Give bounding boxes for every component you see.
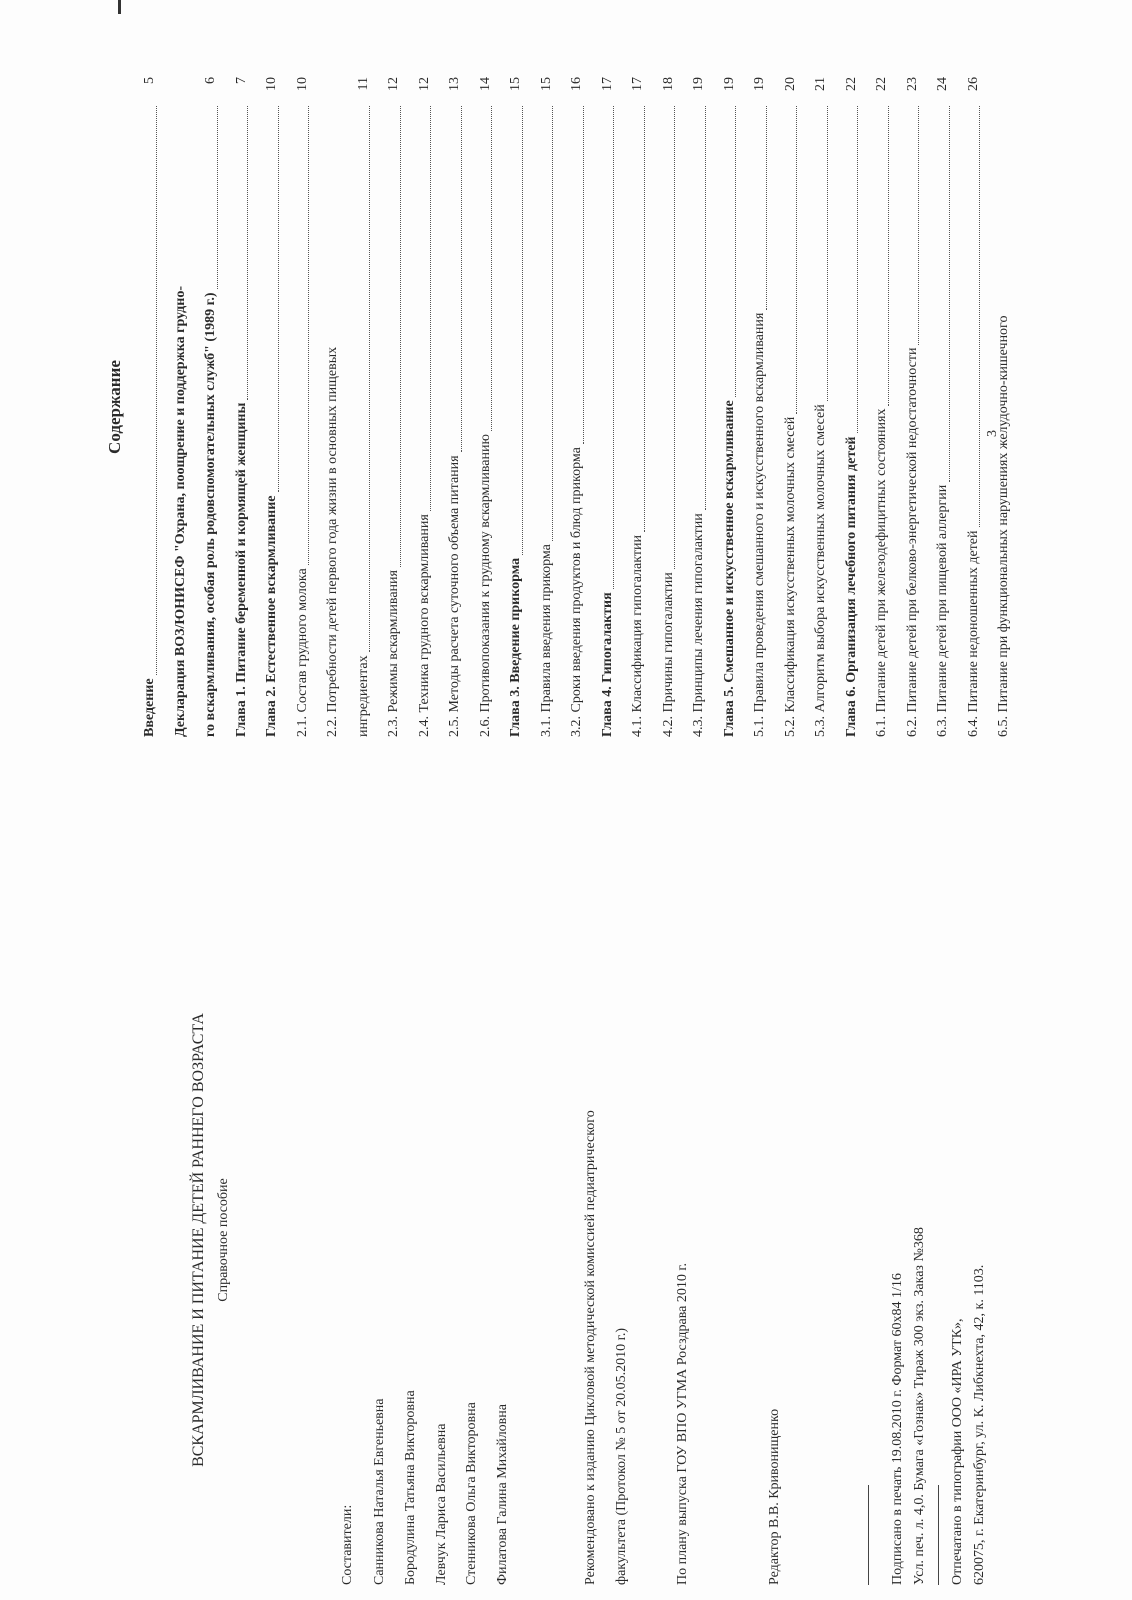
toc-entry-title: Глава 1. Питание беременной и кормящей женщины — [233, 402, 249, 737]
toc-entry-page: 7 — [233, 77, 249, 84]
toc-entry — [898, 77, 929, 737]
dot-leader — [949, 106, 950, 482]
toc-entry-title: Глава 4. Гипогалактия — [599, 592, 615, 737]
toc-entry — [288, 77, 319, 737]
toc-entry — [989, 77, 1020, 737]
toc-entry-page: 17 — [599, 77, 615, 91]
toc-entry — [471, 77, 502, 737]
toc-entry-title: 3.1. Правила введения прикорма — [538, 544, 554, 737]
toc-entry-title: 6.3. Питание детей при пищевой аллергии — [935, 484, 950, 737]
dot-leader — [674, 106, 675, 569]
printer-info-line: Отпечатано в типографии ООО «ИРА УТК», — [950, 1318, 965, 1585]
dot-leader — [766, 106, 767, 310]
toc-entry-title: Глава 2. Естественное вскармливание — [264, 495, 279, 737]
toc-entry — [532, 77, 563, 737]
toc-entry-title: 2.5. Методы расчета суточного объема питания — [447, 455, 462, 737]
divider — [868, 1485, 869, 1585]
toc-entry-title: 6.4. Питание недоношенных детей — [965, 530, 981, 737]
dot-leader — [979, 106, 980, 528]
toc-entry-title: ингредиентах — [355, 655, 371, 737]
toc-entry-title: 4.1. Классификация гипогалактии — [630, 535, 645, 737]
imprint-page — [190, 895, 1110, 1585]
toc-entry-title: 2.4. Техника грудного вскармливания — [416, 514, 432, 737]
dot-leader — [918, 106, 919, 345]
toc-entry — [257, 77, 288, 737]
toc-entry — [776, 77, 807, 737]
toc-entry — [867, 77, 898, 737]
toc-entry-title: 4.3. Принципы лечения гипогалактии — [691, 513, 706, 737]
toc-entry — [928, 77, 959, 737]
toc-entry-title: 3.2. Сроки введения продуктов и блюд прикорма — [569, 447, 584, 737]
toc-entry-page: 19 — [691, 77, 706, 91]
toc-entry — [806, 77, 837, 737]
editor: Редактор В.В. Кривонищенко — [767, 1408, 782, 1585]
dot-leader — [583, 106, 584, 444]
toc-entry-page: 26 — [965, 77, 981, 91]
dot-leader — [857, 106, 858, 434]
dot-leader — [461, 106, 462, 452]
toc-entry — [654, 77, 685, 737]
toc-title: Содержание — [105, 360, 124, 454]
dot-leader — [430, 106, 431, 511]
toc-entry-page: 24 — [935, 77, 950, 91]
page-number: 3 — [985, 430, 1000, 437]
toc-entry-page: 22 — [874, 77, 889, 91]
toc-entry — [196, 77, 227, 737]
toc-entry-title: Декларация ВОЗ/ЮНИСЕФ "Охрана, поощрение и поддержка грудно- — [172, 286, 188, 737]
book-title: ВСКАРМЛИВАНИЕ И ПИТАНИЕ ДЕТЕЙ РАННЕГО ВОЗРАСТА — [190, 1013, 207, 1467]
toc-entry-page: 12 — [386, 77, 401, 91]
toc-entry-page: 16 — [569, 77, 584, 91]
toc-entry-page: 6 — [203, 77, 218, 84]
publication-plan: По плану выпуска ГОУ ВПО УГМА Росздрава 2010 г. — [675, 1262, 690, 1585]
toc-entry-title: 5.3. Алгоритм выбора искусственных молочных смесей — [813, 404, 828, 737]
dot-leader — [735, 106, 736, 397]
toc-entry-page: 23 — [904, 77, 920, 91]
compiler-name: Бородулина Татьяна Викторовна — [403, 1390, 418, 1585]
toc-entry-page: 11 — [355, 77, 371, 91]
toc-entry-title: 2.6. Противопоказания к грудному вскармливанию — [477, 434, 493, 737]
toc-entry-page: 21 — [813, 77, 828, 91]
toc-entry — [410, 77, 441, 737]
toc-entry-title: Глава 6. Организация лечебного питания детей — [843, 436, 859, 737]
toc-entry-title: 2.3. Режимы вскармливания — [386, 570, 401, 737]
toc-entry — [227, 77, 258, 737]
recommendation-protocol: факультета (Протокол № 5 от 20.05.2010 г.) — [614, 1328, 629, 1585]
print-info-line: Подписано в печать 19.08.2010 г. Формат 60х84 1/16 — [890, 1273, 905, 1585]
toc-entry-title: Глава 5. Смешанное и искусственное вскармливание — [721, 400, 737, 737]
toc-entry — [623, 77, 654, 737]
toc-entry-page: 13 — [447, 77, 462, 91]
dot-leader — [522, 106, 523, 555]
toc-entry-page: 17 — [630, 77, 645, 91]
toc-entry-title: го вскармливания, особая роль родовспомогательных служб" (1989 г.) — [203, 292, 218, 737]
toc-entry — [349, 77, 380, 737]
dot-leader — [705, 106, 706, 510]
dot-leader — [156, 106, 157, 675]
toc-entry-page: 10 — [294, 77, 310, 91]
toc-entry-title: 2.1. Состав грудного молока — [294, 568, 310, 737]
compiler-name: Стенникова Ольга Викторовна — [464, 1402, 479, 1585]
toc-entry-page: 18 — [660, 77, 676, 91]
toc-entry — [318, 77, 349, 737]
toc-page — [105, 77, 1015, 737]
compilers-label: Составители: — [340, 1504, 355, 1585]
dot-leader — [278, 106, 279, 492]
toc-entry — [593, 77, 624, 737]
toc-entry-page: 19 — [752, 77, 767, 91]
toc-list — [135, 77, 1020, 737]
dot-leader — [491, 106, 492, 431]
dot-leader — [613, 106, 614, 589]
dot-leader — [308, 106, 309, 565]
toc-entry-title: 6.2. Питание детей при белково-энергетической недостаточности — [904, 347, 920, 737]
toc-entry-title: 5.2. Классификация искусственных молочных смесей — [782, 416, 798, 737]
toc-entry — [684, 77, 715, 737]
toc-entry-page: 10 — [264, 77, 279, 91]
toc-entry — [959, 77, 990, 737]
toc-entry — [745, 77, 776, 737]
dot-leader — [400, 106, 401, 567]
dot-leader — [827, 106, 828, 401]
dot-leader — [552, 106, 553, 541]
toc-entry — [562, 77, 593, 737]
divider — [938, 1485, 939, 1585]
toc-entry-page: 22 — [843, 77, 859, 91]
recommendation-line: Рекомендовано к изданию Цикловой методической комиссией педиатрического — [583, 1110, 598, 1585]
compiler-name: Санникова Наталья Евгеньевна — [372, 1398, 387, 1585]
dot-leader — [369, 106, 370, 652]
toc-entry-page: 15 — [508, 77, 523, 91]
toc-entry-title: 2.2. Потребности детей первого года жизни в основных пищевых — [325, 346, 340, 737]
toc-entry-title: Глава 3. Введение прикорма — [508, 557, 523, 737]
compiler-name: Левчук Лариса Васильевна — [434, 1423, 449, 1585]
printer-info-line: 620075, г. Екатеринбург, ул. К. Либкнехта, 42, к. 1103. — [972, 1264, 987, 1585]
toc-entry-title: 6.5. Питание при функциональных нарушениях желудочно-кишечного — [996, 315, 1011, 737]
toc-entry — [379, 77, 410, 737]
toc-entry — [715, 77, 746, 737]
dot-leader — [796, 106, 797, 414]
toc-entry-page: 12 — [416, 77, 432, 91]
toc-entry-page: 20 — [782, 77, 798, 91]
toc-entry-page: 14 — [477, 77, 493, 91]
toc-entry — [135, 77, 166, 737]
dot-leader — [247, 106, 248, 400]
toc-entry-title: Введение — [142, 678, 157, 737]
toc-entry-title: 6.1. Питание детей при железодефицитных состояниях — [874, 408, 889, 737]
toc-entry-page: 5 — [142, 77, 157, 84]
toc-entry — [440, 77, 471, 737]
toc-entry — [166, 77, 197, 737]
toc-entry-title: 5.1. Правила проведения смешанного и искусственного вскармливания — [752, 312, 767, 737]
toc-entry-page: 19 — [721, 77, 737, 91]
book-subtitle: Справочное пособие — [216, 1178, 231, 1302]
toc-entry — [501, 77, 532, 737]
toc-entry-page: 15 — [538, 77, 554, 91]
compiler-name: Филатова Галина Михайловна — [495, 1404, 510, 1585]
scan-artifact — [118, 0, 121, 14]
print-info-line: Усл. печ. л. 4,0. Бумага «Гознак» Тираж 300 экз. Заказ №368 — [912, 1227, 927, 1585]
dot-leader — [644, 106, 645, 532]
dot-leader — [217, 106, 218, 289]
toc-entry-title: 4.2. Причины гипогалактии — [660, 572, 676, 737]
toc-entry — [837, 77, 868, 737]
dot-leader — [888, 106, 889, 406]
